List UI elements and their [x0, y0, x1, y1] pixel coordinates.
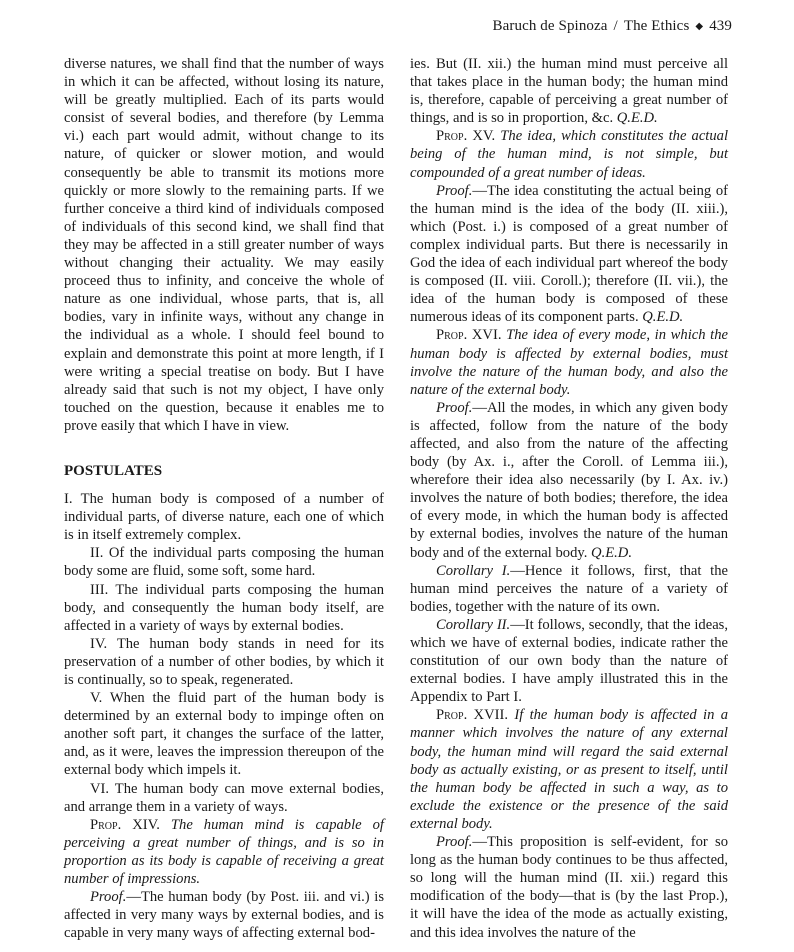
proof-16 — [410, 399, 728, 562]
proposition-14 — [64, 816, 384, 888]
proof-text: —This proposition is self-evident, for so long as the human body continues to be thus affected, so long will the human mind (II. xii.) regard this modification of the body—that is (by the last Prop.), it will have the idea of the mode as actually existing, and this idea involves the nature of the — [410, 834, 728, 941]
body-paragraph: diverse natures, we shall find that the number of ways in which it can be affected, without losing its nature, will be greatly multiplied. Each of its parts would consist of several bodies, and therefore (by Lemma vi.) each part would admit, without change to its nature, of quicker or slower motion, and would consequently be able to transmit its motions more quickly or more slowly to the remaining parts. If we further conceive a third kind of individuals composed of individuals of this second kind, we shall find that they may be affected in a still greater number of ways without changing their actuality. We may easily proceed thus to infinity, and conceive the whole of nature as one individual, whose parts, that is, all bodies, vary in infinite ways, without any change in the individual as a whole. I should feel bound to explain and demonstrate this point at more length, if I were writing a special treatise on body. But I have already said that such is not my object, I have only touched on the question, because it enables me to prove easily that which I have in view. — [64, 56, 384, 434]
proof-15 — [410, 182, 728, 327]
page-number: 439 — [709, 18, 732, 34]
proof-label: Proof. — [90, 889, 127, 906]
qed-mark: Q.E.D. — [591, 544, 632, 561]
postulate-3: III. The individual parts composing the human body, and consequently the human body itself, are affected in a variety of ways by external bodies. — [64, 581, 384, 634]
corollary-label: Corollary II. — [436, 616, 511, 633]
qed-mark: Q.E.D. — [642, 309, 684, 326]
header-author: Baruch de Spinoza — [492, 18, 608, 34]
proof-text: —The idea constituting the actual being of the human mind is the idea of the body (II. xiii.), which (Post. i.) is composed of a great number of complex individual parts. But there is necessarily in God the idea of each individual part whereof the body is composed (II. viii. Coroll.); therefore (II. vii.), the idea of the human body is composed of these numerous ideas of its component parts. — [410, 182, 728, 326]
postulate-1: I. The human body is composed of a number of individual parts, of diverse nature, each one of which is in itself extremely complex. — [64, 491, 384, 544]
proposition-text: If the human body is affected in a manner which involves the nature of any external body, the human mind will regard the said external body as actually existing, or as present to itself, until the human body be affected in such a way, as to exclude the existence or the presence of the said external body. — [410, 707, 728, 832]
diamond-ornament-icon: ◆ — [695, 21, 704, 32]
section-heading: POSTULATES — [64, 462, 163, 479]
proof-label: Proof. — [436, 834, 473, 851]
postulate-6: VI. The human body can move external bodies, and arrange them in a variety of ways. — [64, 780, 384, 815]
left-column — [64, 55, 384, 942]
continued-paragraph — [410, 55, 728, 127]
proposition-label: Prop. XVII. — [436, 707, 508, 724]
right-column — [410, 55, 728, 942]
proposition-text: The idea of every mode, in which the human body is affected by external bodies, must involve the nature of the human body, and also the nature of the external body. — [410, 327, 729, 398]
corollary-text: —Hence it follows, first, that the human mind perceives the nature of a variety of bodies, together with the nature of its own. — [410, 562, 728, 615]
proposition-text: The human mind is capable of perceiving a great number of things, and is so in proportion as its body is capable of receiving a great number of impressions. — [64, 816, 384, 888]
proposition-17 — [410, 706, 728, 833]
proof-label: Proof. — [436, 399, 473, 416]
header-separator: / — [613, 18, 618, 34]
proposition-label: Prop. XIV. — [90, 816, 160, 833]
proposition-15 — [410, 127, 728, 181]
postulate-2: II. Of the individual parts composing the human body some are fluid, some soft, some hard. — [64, 545, 384, 580]
proof-text: —All the modes, in which any given body is affected, follow from the nature of the body affected, and also from the nature of the affecting body (by Ax. i., after the Coroll. of Lemma iii.), wherefore their idea also necessarily (by I. Ax. iv.) involves the nature of both bodies; therefore, the idea of every mode, in which the human body is affected by external bodies, involves the nature of the human body and of the external body. — [410, 399, 728, 561]
qed-mark: Q.E.D. — [616, 110, 658, 127]
postulate-4: IV. The human body stands in need for its preservation of a number of other bodies, by which it is continually, so to speak, regenerated. — [64, 635, 384, 688]
proof-14 — [64, 888, 384, 942]
postulate-5: V. When the fluid part of the human body is determined by an external body to impinge often on another soft part, it changes the surface of the latter, and, as it were, leaves the impression thereupon of the external body which impels it. — [64, 690, 384, 779]
continued-text: ies. But (II. xii.) the human mind must perceive all that takes place in the human body; the human mind is, therefore, capable of perceiving a great number of things, and is so in proportion, &c. — [410, 56, 728, 127]
corollary-2 — [410, 616, 728, 706]
corollary-1 — [410, 562, 728, 616]
proposition-text: The idea, which constitutes the actual being of the human mind, is not simple, but compounded of a great number of ideas. — [410, 128, 729, 181]
proof-text: —The human body (by Post. iii. and vi.) is affected in very many ways by external bodies, and is capable in very many ways of affecting external bod- — [64, 889, 384, 942]
running-header — [493, 18, 732, 35]
corollary-label: Corollary I. — [436, 562, 511, 579]
corollary-text: —It follows, secondly, that the ideas, which we have of external bodies, indicate rather the constitution of our own body than the nature of external bodies. I have amply illustrated this in the Appendix to Part I. — [410, 616, 728, 706]
proof-17 — [410, 833, 728, 942]
header-work-title: The Ethics — [623, 18, 690, 34]
proposition-16 — [410, 326, 728, 398]
proposition-label: Prop. XV. — [436, 128, 496, 145]
proposition-label: Prop. XVI. — [436, 327, 502, 344]
proof-label: Proof. — [436, 182, 473, 199]
